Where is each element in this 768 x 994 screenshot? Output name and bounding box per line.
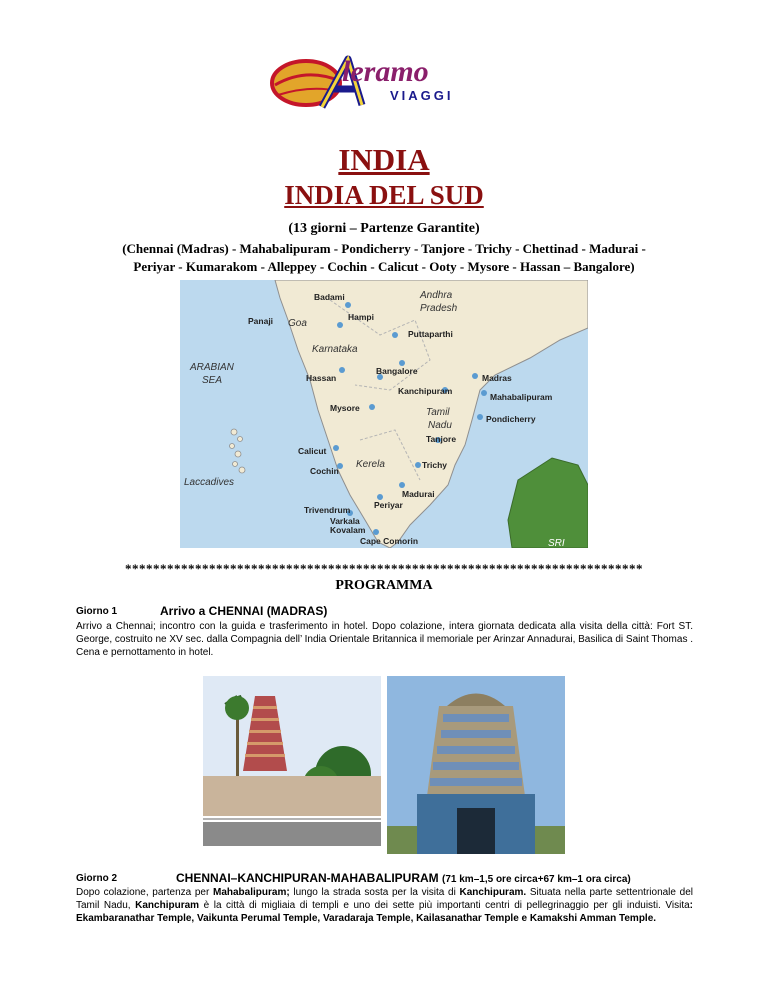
map-label-puttaparthi: Puttaparthi bbox=[408, 329, 453, 339]
place-name: Kanchipuram bbox=[135, 900, 200, 911]
day-1-label: Giorno 1 bbox=[76, 606, 118, 617]
south-india-map bbox=[180, 280, 588, 548]
text-run: Situata nella parte settentrionale del Tamil Nadu, bbox=[76, 887, 693, 911]
route-line-2: Periyar - Kumarakom - Alleppey - Cochin - Calicut - Ooty - Mysore - Hassan – Bangalore) bbox=[133, 259, 635, 274]
day-2-route: CHENNAI–KANCHIPURAN-MAHABALIPURAM bbox=[176, 871, 439, 885]
map-label-karnataka: Karnataka bbox=[312, 344, 358, 355]
map-label-arabian: ARABIAN bbox=[190, 362, 234, 373]
map-label-pondicherry: Pondicherry bbox=[486, 414, 536, 424]
map-label-hassan: Hassan bbox=[306, 373, 337, 383]
map-label-mysore: Mysore bbox=[330, 403, 360, 413]
map-label-varkala: Varkala bbox=[330, 516, 360, 526]
map-label-madurai: Madurai bbox=[402, 489, 435, 499]
logo-subtitle: VIAGGI bbox=[390, 88, 454, 103]
map-label-tamil: Tamil bbox=[426, 407, 450, 418]
day-2-distance: (71 km–1,5 ore circa+67 km–1 ora circa) bbox=[442, 874, 631, 885]
text-run: Dopo colazione, partenza per bbox=[76, 887, 213, 898]
map-label-panaji: Panaji bbox=[248, 316, 274, 326]
map-label-laccadives: Laccadives bbox=[184, 477, 235, 488]
day-2-description bbox=[76, 886, 693, 925]
map-label-madras: Madras bbox=[482, 373, 512, 383]
map-label-cape-comorin: Cape Comorin bbox=[360, 536, 419, 546]
tour-route bbox=[80, 240, 688, 276]
section-divider: ************************************************************************** bbox=[125, 561, 643, 576]
map-label-periyar: Periyar bbox=[374, 500, 403, 510]
map-label-bangalore: Bangalore bbox=[376, 366, 418, 376]
text-run: è la città di migliaia di templi e uno dei sette più importanti centri di pellegrinaggio per gli induisti. Visita bbox=[199, 900, 690, 911]
day-1-title: Arrivo a CHENNAI (MADRAS) bbox=[160, 604, 328, 618]
map-label-kovalam: Kovalam bbox=[330, 525, 366, 535]
map-label-nadu: Nadu bbox=[428, 420, 452, 431]
map-label-goa: Goa bbox=[288, 318, 307, 329]
map-label-sri: SRI bbox=[548, 538, 565, 548]
text-run: lungo la strada sosta per la visita di bbox=[289, 887, 460, 898]
map-label-trivendrum: Trivendrum bbox=[304, 505, 351, 515]
map-label-badami: Badami bbox=[314, 292, 345, 302]
map-label-pradesh: Pradesh bbox=[420, 303, 458, 314]
map-label-hampi: Hampi bbox=[348, 312, 374, 322]
day-2-label: Giorno 2 bbox=[76, 873, 118, 884]
map-label-tanjore: Tanjore bbox=[426, 434, 457, 444]
place-name: Kanchipuram. bbox=[459, 887, 527, 898]
page-subtitle: INDIA DEL SUD bbox=[284, 180, 484, 210]
map-label-mahabalipuram: Mahabalipuram bbox=[490, 392, 553, 402]
tour-duration: (13 giorni – Partenze Garantite) bbox=[288, 221, 480, 236]
temple-list: : Ekambaranathar Temple, Vaikunta Perumal Temple, Varadaraja Temple, Kailasanathar Temple e Kamakshi Amman Temple. bbox=[76, 900, 694, 924]
logo-wordmark: leramo bbox=[342, 55, 429, 88]
map-label-andhra: Andhra bbox=[420, 290, 453, 301]
day-2-title bbox=[176, 871, 631, 885]
aleramo-viaggi-logo bbox=[270, 55, 500, 115]
page-title: INDIA bbox=[338, 142, 430, 177]
map-label-cochin: Cochin bbox=[310, 466, 339, 476]
temple-photo-kapaleeshwarar bbox=[203, 676, 381, 846]
place-name: Mahabalipuram; bbox=[213, 887, 290, 898]
map-label-kerela: Kerela bbox=[356, 459, 385, 470]
map-label-kanchipuram: Kanchipuram bbox=[398, 386, 453, 396]
map-label-trichy: Trichy bbox=[422, 460, 448, 470]
temple-photo-gopuram bbox=[387, 676, 565, 854]
route-line-1: (Chennai (Madras) - Mahabalipuram - Pondicherry - Tanjore - Trichy - Chettinad - Madurai - bbox=[122, 241, 646, 256]
day-1-description: Arrivo a Chennai; incontro con la guida e trasferimento in hotel. Dopo colazione, intera giornata dedicata alla visita della città: Fort ST. George, costruito ne XV sec. dalla Compagnia dell’ India Orientale Britannica il memoriale per Arinzar Annadurai, Basilica di Saint Thomas . Cena e pernottamento in hotel. bbox=[76, 621, 693, 658]
map-label-calicut: Calicut bbox=[298, 446, 327, 456]
section-heading: PROGRAMMA bbox=[335, 578, 433, 593]
map-label-sea: SEA bbox=[202, 375, 223, 386]
